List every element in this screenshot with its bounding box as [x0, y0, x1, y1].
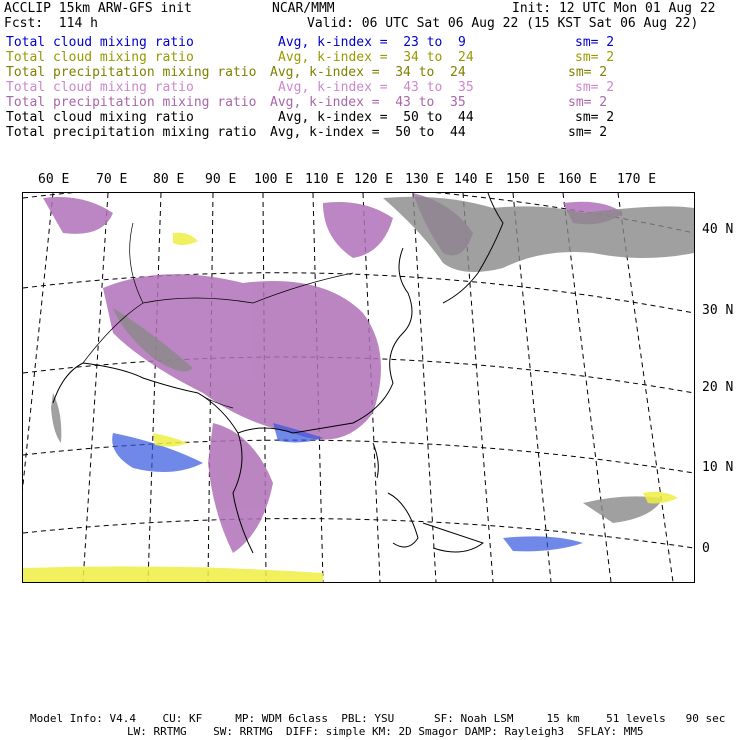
field-name: Total cloud mixing ratio	[6, 110, 194, 125]
lon-label: 100 E	[254, 172, 294, 187]
lon-label: 110 E	[305, 172, 345, 187]
lon-label: 140 E	[454, 172, 494, 187]
map-graphic	[23, 193, 694, 582]
valid-time: Valid: 06 UTC Sat 06 Aug 22 (15 KST Sat 06 Aug 22)	[307, 16, 699, 31]
field-name: Total cloud mixing ratio	[6, 80, 194, 95]
field-avg: Avg, k-index = 43 to 35	[270, 95, 466, 110]
lon-label: 60 E	[38, 172, 70, 187]
field-avg: Avg, k-index = 34 to 24	[270, 65, 466, 80]
field-sm: sm= 2	[568, 125, 608, 140]
lat-label: 10 N	[702, 460, 734, 475]
field-sm: sm= 2	[575, 50, 615, 65]
field-sm: sm= 2	[568, 95, 608, 110]
lon-label: 150 E	[506, 172, 546, 187]
field-name: Total precipitation mixing ratio	[6, 95, 257, 110]
lat-label: 20 N	[702, 380, 734, 395]
lat-label: 30 N	[702, 303, 734, 318]
field-avg: Avg, k-index = 50 to 44	[270, 125, 466, 140]
lon-label: 160 E	[558, 172, 598, 187]
lat-label: 40 N	[702, 222, 734, 237]
field-avg: Avg, k-index = 34 to 24	[278, 50, 474, 65]
field-name: Total precipitation mixing ratio	[6, 65, 257, 80]
lon-label: 130 E	[405, 172, 445, 187]
lon-label: 170 E	[617, 172, 657, 187]
lon-label: 80 E	[153, 172, 185, 187]
field-avg: Avg, k-index = 23 to 9	[278, 35, 466, 50]
field-sm: sm= 2	[575, 110, 615, 125]
model-title: ACCLIP 15km ARW-GFS init	[4, 1, 192, 16]
init-time: Init: 12 UTC Mon 01 Aug 22	[512, 1, 716, 16]
field-avg: Avg, k-index = 43 to 35	[278, 80, 474, 95]
map-panel	[22, 192, 695, 583]
model-physics: LW: RRTMG SW: RRTMG DIFF: simple KM: 2D Smagor DAMP: Rayleigh3 SFLAY: MM5	[127, 725, 644, 738]
lon-label: 120 E	[354, 172, 394, 187]
field-name: Total precipitation mixing ratio	[6, 125, 257, 140]
field-sm: sm= 2	[575, 35, 615, 50]
organization: NCAR/MMM	[272, 1, 335, 16]
field-name: Total cloud mixing ratio	[6, 50, 194, 65]
forecast-hour: Fcst: 114 h	[4, 16, 98, 31]
lat-label: 0	[702, 541, 710, 556]
model-info: Model Info: V4.4 CU: KF MP: WDM 6class PBL: YSU SF: Noah LSM 15 km 51 levels 90 sec	[30, 712, 726, 725]
field-avg: Avg, k-index = 50 to 44	[278, 110, 474, 125]
field-name: Total cloud mixing ratio	[6, 35, 194, 50]
lon-label: 70 E	[96, 172, 128, 187]
lon-label: 90 E	[205, 172, 237, 187]
field-sm: sm= 2	[575, 80, 615, 95]
field-sm: sm= 2	[568, 65, 608, 80]
